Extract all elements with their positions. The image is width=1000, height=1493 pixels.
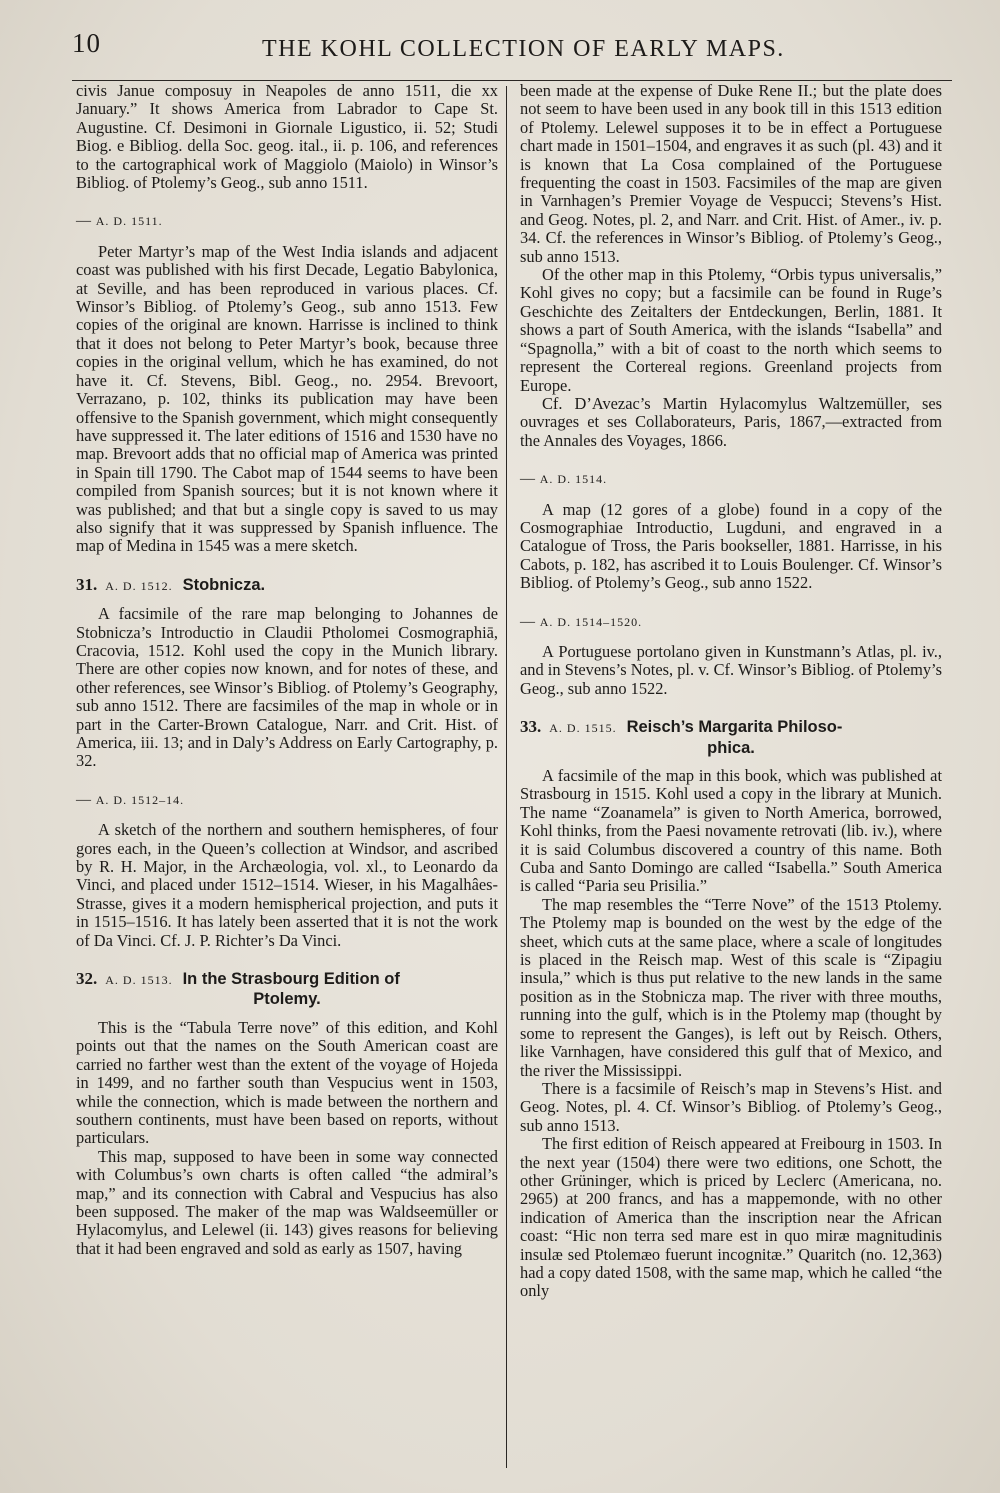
heading-date: A. D. 1512. <box>105 578 173 593</box>
paragraph: A Portuguese portolano given in Kunstmann’s Atlas, pl. iv., and in Stevens’s Notes, pl. v. Cf. Winsor’s Bibliog. of Ptolemy’s Geog., sub anno 1522. <box>520 641 942 698</box>
section-heading <box>76 212 498 230</box>
paragraph: civis Janue composuy in Neapoles de anno 1511, die xx January.” It shows America from Labrador to Cape St. Augustine. Cf. Desimoni in Giornale Ligustico, ii. 52; Studi Biog. e Bibliog. della Soc. geog. ital., ii. p. 106, and references to the cartographical work of Maggiolo (Maiolo) in Winsor’s Bibliog. of Ptolemy’s Geog., sub anno 1511. <box>76 81 498 193</box>
entry-number: 32. <box>76 969 98 989</box>
section-heading <box>520 613 942 631</box>
heading-date: A. D. 1513. <box>105 973 173 988</box>
paragraph: The first edition of Reisch appeared at Freibourg in 1503. In the next year (1504) there were two editions, one Schott, the other Grüninger, which is priced by Leclerc (Americana, no. 2965) at 200 francs, and has a mappemonde, with no other indication of America than the inscription near the African coast: “Hic non terra sed mare est in quo miræ magnitudinis insulæ sed Ptolemæo fuerunt incognitæ.” Quaritch (no. 12,363) had a copy dated 1508, with the same map, which he called “the only <box>520 1134 942 1301</box>
paragraph: A sketch of the northern and southern hemispheres, of four gores each, in the Queen’s collection at Windsor, and ascribed by R. H. Major, in the Archæologia, vol. xl., to Leonardo da Vinci, and placed under 1512–1514. Wieser, in his Magalhâes-Strasse, gives it a modern hemispherical projection, and puts it in 1515–1516. It has lately been asserted that it is not the work of Da Vinci. Cf. J. P. Richter’s Da Vinci. <box>76 820 498 950</box>
paragraph: This map, supposed to have been in some way connected with Columbus’s own charts is often called “the admiral’s map,” and its connection with Cabral and Vespucius has also been supposed. The maker of the map was Waldseemüller or Hylacomylus, and Lelewel (ii. 143) gives reasons for believing that it had been engraved and sold as early as 1507, having <box>76 1146 498 1258</box>
heading-date: A. D. 1514–1520. <box>539 614 643 629</box>
entry-title: Stobnicza. <box>182 575 266 594</box>
entry-title-continued: Ptolemy. <box>253 990 321 1009</box>
paragraph: The map resembles the “Terre Nove” of the 1513 Ptolemy. The Ptolemy map is bounded on the west by the edge of the sheet, which cuts at the same place, where a scale of longitudes is placed in the Reisch map. West of this scale is “Zipagiu insula,” which is thus put relative to the new lands in the same position as in the Stobnicza map. The river with three mouths, running into the gulf, which is in the Ptolemy map (thought by some to represent the Ganges), is left out by Reisch. Others, like Varnhagen, have considered this gulf that of Mexico, and the river the Mississippi. <box>520 894 942 1080</box>
heading-date: A. D. 1514. <box>539 472 608 487</box>
paragraph: A facsimile of the map in this book, which was published at Strasbourg in 1515. Kohl used a copy in the library at Munich. The name “Zoanamela” is given to North America, borrowed, Kohl thinks, from the Paesi novamente retrovati (lib. iv.), where it is said Columbus discovered a country of this name. Both Cuba and Santo Domingo are called “Isabella.” South America is called “Paria seu Prisilia.” <box>520 766 942 896</box>
heading-date: A. D. 1511. <box>95 214 163 229</box>
paragraph: There is a facsimile of Reisch’s map in Stevens’s Hist. and Geog. Notes, pl. 4. Cf. Winsor’s Bibliog. of Ptolemy’s Geog., sub anno 1513. <box>520 1078 942 1135</box>
heading-dash: — <box>520 471 536 488</box>
paragraph: A facsimile of the rare map belonging to Johannes de Stobnicza’s Introductio in Claudii Ptholomei Cosmographiā, Cracovia, 1512. Kohl used the copy in the Munich library. There are other copies now known, and for notes of these, and other references, see Winsor’s Bibliog. of Ptolemy’s Geography, sub anno 1512. There are facsimiles of the map in whole or in part in the Carter-Brown Catalogue, Narr. and Crit. Hist. of America, iii. 13; and in Daly’s Address on Early Cartography, p. 32. <box>76 604 498 771</box>
paragraph: This is the “Tabula Terre nove” of this edition, and Kohl points out that the names on the South American coast are carried no farther west than the extent of the voyage of Hojeda in 1499, and no farther south than Vespucius went in 1503, while the connection, which is made between the northern and southern continents, must have been based on reports, without particulars. <box>76 1017 498 1148</box>
entry-title-continued: phica. <box>707 738 755 757</box>
right-column <box>520 82 942 1301</box>
paragraph: been made at the expense of Duke Rene II.; but the plate does not seem to have been used in any book till in this 1513 edition of Ptolemy. Lelewel supposes it to be in effect a Portuguese chart made in 1501–1504, and engraves it as such (pl. 43) and it is known that La Cosa complained of the Portuguese frequenting the coast in 1503. Facsimiles of the map are given in Varnhagen’s Premier Voyage de Vespucci; Stevens’s Hist. and Geog. Notes, pl. 2, and Narr. and Crit. Hist. of Amer., iv. p. 34. Cf. the references in Winsor’s Bibliog. of Ptolemy’s Geog., sub anno 1513. <box>520 81 942 266</box>
entry-number: 33. <box>520 717 542 737</box>
heading-dash: — <box>520 613 536 630</box>
section-heading <box>76 791 498 809</box>
section-heading <box>520 470 942 488</box>
section-heading <box>76 970 498 1009</box>
page-number: 10 <box>72 28 101 58</box>
column-divider <box>506 86 507 1468</box>
entry-title: Reisch’s Margarita Philoso- <box>626 718 843 737</box>
paragraph: Peter Martyr’s map of the West India islands and adjacent coast was published with his first Decade, Legatio Babylonica, at Seville, and has been reproduced in various places. Cf. Winsor’s Bibliog. of Ptolemy’s Geog., sub anno 1513. Few copies of the original are known. Harrisse is inclined to think that it does not belong to Peter Martyr’s book, because three copies in the original vellum, which he has examined, do not have it. Cf. Stevens, Bibl. Geog., no. 2954. Brevoort, Verrazano, p. 102, thinks its publication may have been offensive to the Spanish government, which might consequently have suppressed it. The later editions of 1516 and 1530 have no map. Brevoort adds that no official map of America was printed in Spain till 1790. The Cabot map of 1544 seems to have been compiled from Spanish sources; but it is not known where it was published; and that but a single copy is saved to us may also signify that it was suppressed by Spanish influence. The map of Medina in 1545 was a mere sketch. <box>76 241 498 556</box>
left-column <box>76 82 498 1258</box>
entry-title: In the Strasbourg Edition of <box>182 970 400 989</box>
section-heading <box>520 718 942 757</box>
page-header <box>72 28 952 72</box>
entry-number: 31. <box>76 574 98 594</box>
paragraph: A map (12 gores of a globe) found in a copy of the Cosmographiae Introductio, Lugduni, and engraved in a Catalogue of Tross, the Paris bookseller, 1881. Harrisse, in his Cabots, p. 182, has ascribed it to Louis Boulenger. Cf. Winsor’s Bibliog. of Ptolemy’s Geog., sub anno 1522. <box>520 499 942 593</box>
paragraph: Cf. D’Avezac’s Martin Hylacomylus Waltzemüller, ses ouvrages et ses Collaborateurs, Paris, 1867,—extracted from the Annales des Voyages, 1866. <box>520 393 942 450</box>
paragraph: Of the other map in this Ptolemy, “Orbis typus universalis,” Kohl gives no copy; but a facsimile can be found in Ruge’s Geschichte des Zeitalters der Entdeckungen, Berlin, 1881. It shows a part of South America, with the islands “Isabella” and “Spagnolla,” with a bit of coast to the north which seems to represent the Cortereal regions. Greenland projects from Europe. <box>520 265 942 395</box>
heading-dash: — <box>76 213 92 230</box>
heading-date: A. D. 1515. <box>549 721 617 736</box>
heading-date: A. D. 1512–14. <box>95 792 185 807</box>
section-heading <box>76 576 498 595</box>
heading-dash: — <box>76 791 92 808</box>
running-title: THE KOHL COLLECTION OF EARLY MAPS. <box>262 36 785 62</box>
